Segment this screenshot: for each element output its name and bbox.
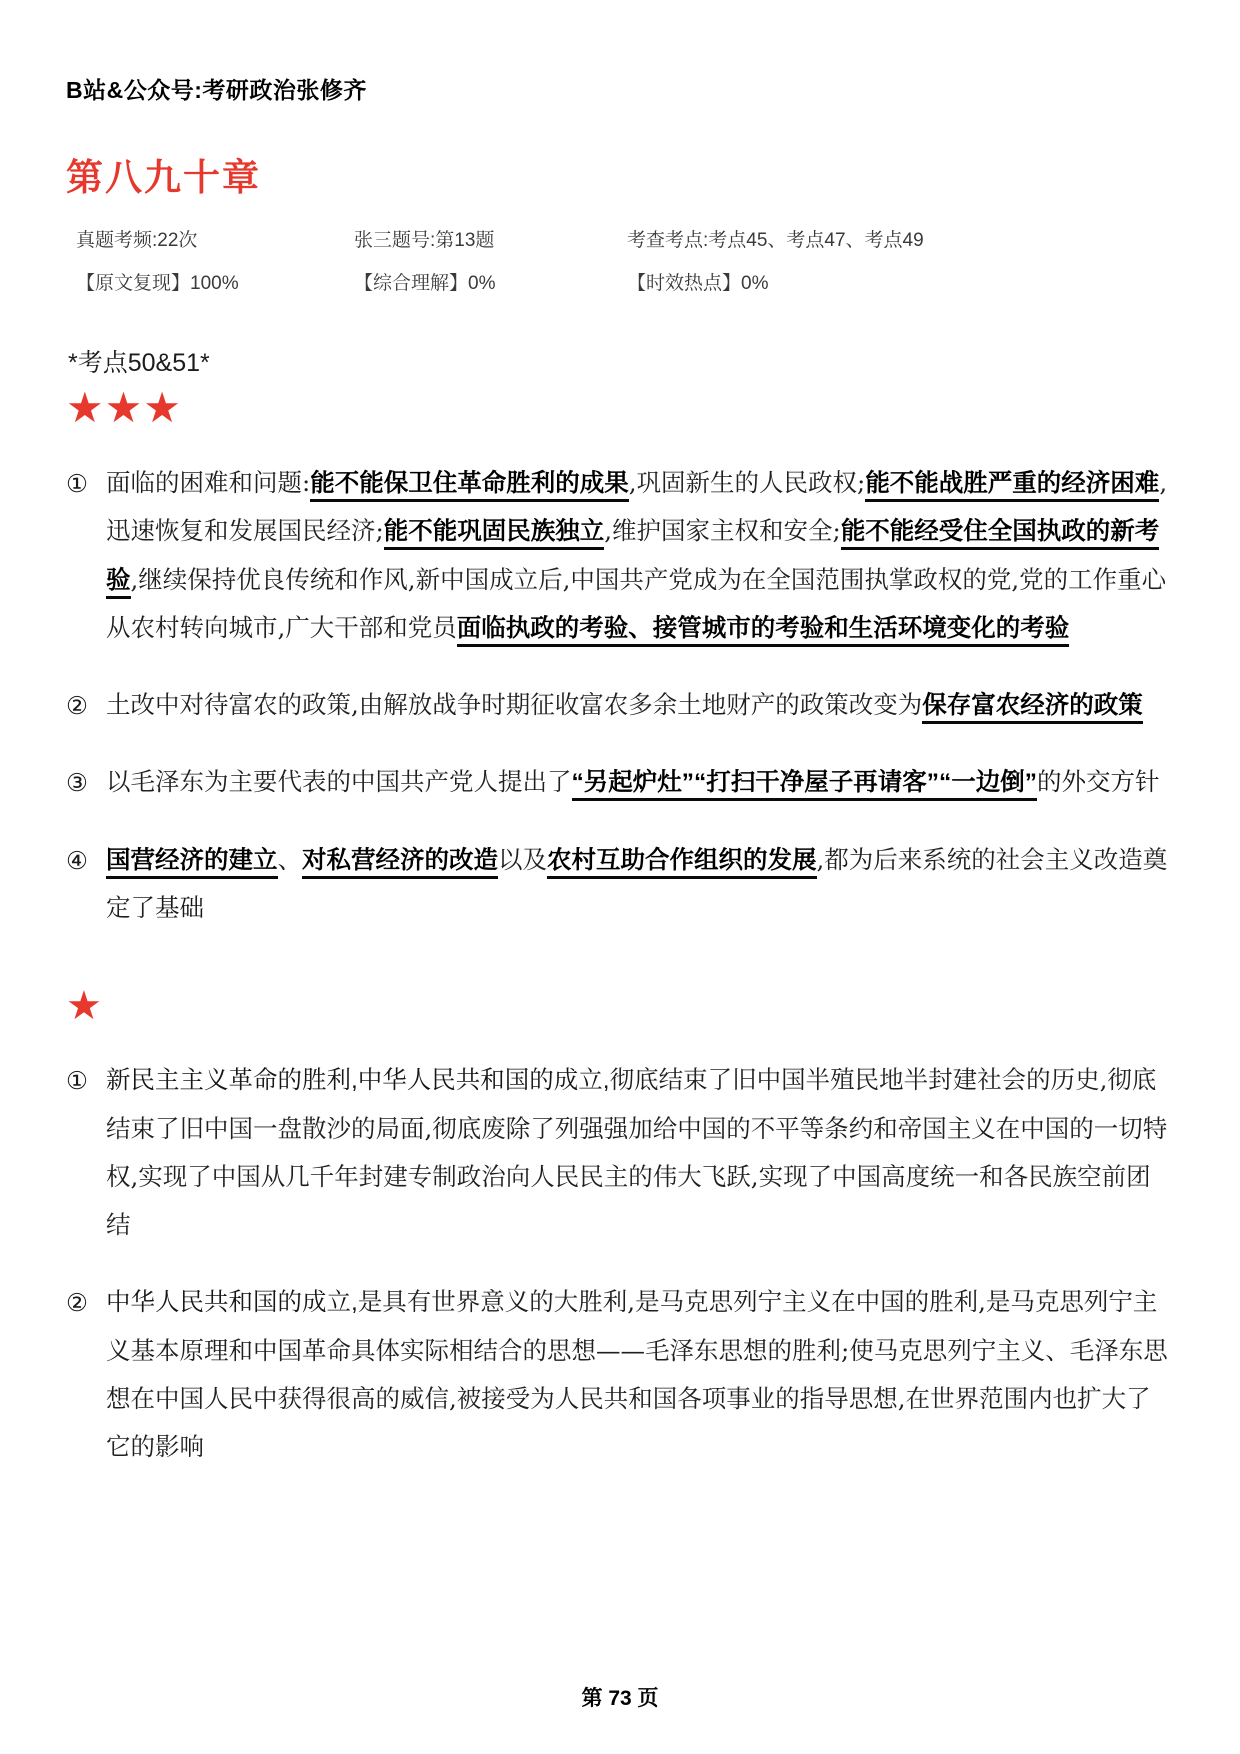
text-segment: ,巩固新生的人民政权; (628, 468, 866, 497)
stat-tested-points: 考查考点:考点45、考点47、考点49 (627, 230, 924, 251)
text-segment: 彻底结束了旧中国半殖民地半封建社会的历史,彻底结束了旧中国一盘散沙的局面,彻底废除了列强强加给中国的不平等条约和帝国主义在中国的一切特权,实现了中国从几千年封建专制政治向人民民主的伟大飞跃,实现了中国高度统一和各民族空前团结 (106, 1065, 1168, 1240)
list-item (66, 681, 1172, 729)
text-segment-emphasis: 保存富农经济的政策 (922, 692, 1143, 724)
item-text (106, 836, 1172, 933)
brand-header: B站&公众号:考研政治张修齐 (66, 77, 367, 103)
list-item (66, 1056, 1172, 1249)
list-item (66, 459, 1172, 652)
text-segment: ,维护国家主权和安全; (604, 516, 841, 546)
stats-grid (66, 225, 1172, 295)
item-number: ③ (66, 768, 88, 798)
text-segment-emphasis: 能不能保卫住革命胜利的成果 (310, 470, 629, 502)
text-segment-emphasis: “另起炉灶”“打扫干净屋子再请客”“一边倒” (572, 769, 1038, 801)
stat-question-number: 张三题号:第13题 (354, 230, 495, 251)
list-item (66, 836, 1172, 933)
text-segment: 是具有世界意义的大胜利,是马克思列宁主义在中国的胜利,是马克思列宁主义基本原理和中国革命具体实际相结合的思想——毛泽东思想的胜利;使马克思列宁主义、毛泽东思想在中国人民中获得很高的威信,被接受为人民共和国各项事业的指导思想,在世界范围内也扩大了它的影响 (106, 1287, 1168, 1462)
text-segment: 以及 (498, 844, 547, 874)
stat-exam-frequency: 真题考频:22次 (76, 230, 198, 251)
item-text (106, 459, 1172, 652)
stat-original-text: 【原文复现】100% (76, 273, 239, 294)
text-segment: ,都为后来系统的社会主义改造奠定了 (106, 844, 1168, 922)
item-number: ① (66, 1066, 88, 1096)
text-segment-emphasis: 面临执政的考验、接管城市的考验和生活环境变化的考验 (457, 615, 1070, 647)
text-segment: 中华人民共和国的成立, (106, 1289, 358, 1317)
item-number: ④ (66, 845, 88, 875)
item-number: ② (66, 691, 88, 721)
text-segment: 、 (277, 844, 302, 874)
one-star-rating-icon: ★ (66, 984, 102, 1029)
text-segment-emphasis: 能不能巩固民族独立 (384, 518, 605, 550)
list-item (66, 1278, 1172, 1471)
item-text (106, 1278, 1172, 1471)
stat-comprehension: 【综合理解】0% (354, 273, 496, 294)
section1-list (66, 459, 1172, 932)
item-text (106, 758, 1172, 806)
chapter-title: 第八九十章 (66, 157, 261, 198)
text-segment: 面临的困难和问题: (106, 468, 311, 497)
kaodian-label: *考点50&51* (68, 349, 210, 377)
item-number: ① (66, 469, 88, 498)
text-segment: 基础 (155, 894, 204, 922)
stat-hot-topic: 【时效热点】0% (627, 273, 769, 294)
text-segment: 土改中对待富农的政策,由解放战争时期征收富农多余土地财产的政策改变为 (106, 690, 923, 720)
text-segment: 的外交方针 (1037, 769, 1160, 797)
item-text (106, 1056, 1172, 1249)
text-segment-emphasis: 国营经济的建立 (106, 847, 278, 879)
text-segment-emphasis: 能不能战胜严重的经济困难 (865, 470, 1159, 502)
list-item (66, 758, 1172, 806)
item-number: ② (66, 1288, 88, 1318)
three-star-rating-icon: ★★★ (66, 384, 182, 431)
text-segment-emphasis: 对私营经济的改造 (302, 847, 498, 879)
text-segment: ,继续保持优良传统和作风,新中国成立后,中国共产党成为在全国范围执掌政权的党,党的工作重心从农村转向城市,广大干部和党员 (106, 564, 1167, 642)
section2-list (66, 1056, 1172, 1471)
text-segment: ,迅速恢复和发展国民经济; (106, 468, 1168, 546)
text-segment-emphasis: 能不能经受住全国执政的新考验 (106, 518, 1159, 598)
text-segment: 新民主主义革命的胜利,中华人民共和国的成立, (106, 1067, 610, 1095)
page-footer: 第 73 页 (581, 1687, 659, 1710)
text-segment-emphasis: 农村互助合作组织的发展 (547, 847, 817, 879)
item-text (106, 681, 1172, 729)
text-segment: 以毛泽东为主要代表的中国共产党人提出了 (106, 767, 572, 797)
